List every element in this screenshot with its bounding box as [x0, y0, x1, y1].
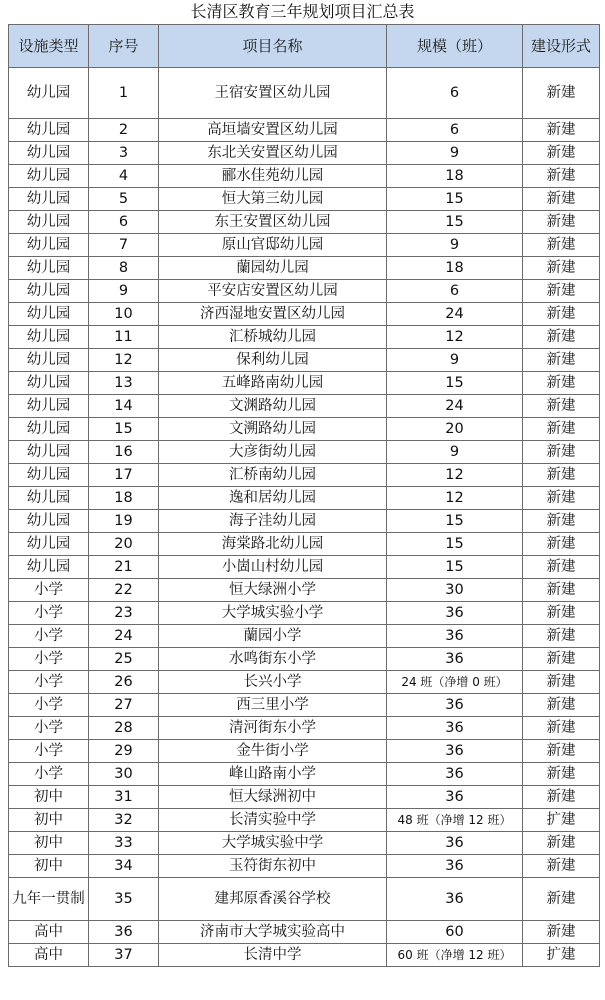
- cell-facility-type: 初中: [9, 786, 89, 809]
- cell-construction-form: 新建: [523, 556, 600, 579]
- cell-facility-type: 小学: [9, 763, 89, 786]
- cell-project-name: 金牛街小学: [159, 740, 387, 763]
- table-row: [9, 418, 600, 441]
- table-row: [9, 809, 600, 832]
- cell-project-name: 平安店安置区幼儿园: [159, 280, 387, 303]
- cell-scale: 9: [387, 234, 523, 257]
- cell-construction-form: 新建: [523, 648, 600, 671]
- cell-facility-type: 幼儿园: [9, 487, 89, 510]
- cell-construction-form: 新建: [523, 786, 600, 809]
- table-row: [9, 602, 600, 625]
- cell-construction-form: 新建: [523, 625, 600, 648]
- cell-index: 35: [89, 878, 159, 921]
- header-index: 序号: [89, 25, 159, 68]
- cell-project-name: 东北关安置区幼儿园: [159, 142, 387, 165]
- table-header-row: [9, 25, 600, 68]
- cell-facility-type: 幼儿园: [9, 165, 89, 188]
- cell-project-name: 济南市大学城实验高中: [159, 921, 387, 944]
- cell-project-name: 郦水佳苑幼儿园: [159, 165, 387, 188]
- cell-facility-type: 小学: [9, 694, 89, 717]
- cell-index: 28: [89, 717, 159, 740]
- cell-index: 20: [89, 533, 159, 556]
- cell-facility-type: 幼儿园: [9, 372, 89, 395]
- table-row: [9, 763, 600, 786]
- table-row: [9, 878, 600, 921]
- cell-index: 23: [89, 602, 159, 625]
- cell-project-name: 海棠路北幼儿园: [159, 533, 387, 556]
- cell-index: 2: [89, 119, 159, 142]
- cell-scale: 24 班（净增 0 班）: [387, 671, 523, 694]
- cell-project-name: 济西湿地安置区幼儿园: [159, 303, 387, 326]
- table-row: [9, 142, 600, 165]
- cell-index: 1: [89, 68, 159, 119]
- cell-scale: 15: [387, 372, 523, 395]
- cell-construction-form: 扩建: [523, 809, 600, 832]
- cell-index: 9: [89, 280, 159, 303]
- cell-index: 26: [89, 671, 159, 694]
- header-scale: 规模（班）: [387, 25, 523, 68]
- cell-facility-type: 幼儿园: [9, 395, 89, 418]
- cell-project-name: 玉符街东初中: [159, 855, 387, 878]
- cell-scale: 24: [387, 303, 523, 326]
- header-facility-type: 设施类型: [9, 25, 89, 68]
- cell-scale: 60 班（净增 12 班）: [387, 944, 523, 967]
- cell-index: 22: [89, 579, 159, 602]
- cell-facility-type: 小学: [9, 740, 89, 763]
- table-row: [9, 441, 600, 464]
- cell-scale: 6: [387, 280, 523, 303]
- cell-facility-type: 幼儿园: [9, 326, 89, 349]
- cell-project-name: 汇桥城幼儿园: [159, 326, 387, 349]
- cell-facility-type: 初中: [9, 855, 89, 878]
- cell-facility-type: 幼儿园: [9, 142, 89, 165]
- cell-scale: 9: [387, 441, 523, 464]
- cell-scale: 36: [387, 832, 523, 855]
- table-row: [9, 832, 600, 855]
- cell-scale: 12: [387, 326, 523, 349]
- cell-facility-type: 幼儿园: [9, 211, 89, 234]
- cell-construction-form: 新建: [523, 142, 600, 165]
- cell-facility-type: 幼儿园: [9, 188, 89, 211]
- cell-construction-form: 新建: [523, 763, 600, 786]
- cell-construction-form: 新建: [523, 878, 600, 921]
- cell-index: 8: [89, 257, 159, 280]
- cell-facility-type: 小学: [9, 602, 89, 625]
- cell-project-name: 恒大绿洲初中: [159, 786, 387, 809]
- table-title: 长清区教育三年规划项目汇总表: [190, 2, 415, 21]
- cell-scale: 15: [387, 556, 523, 579]
- cell-scale: 9: [387, 349, 523, 372]
- cell-index: 32: [89, 809, 159, 832]
- cell-scale: 24: [387, 395, 523, 418]
- cell-scale: 36: [387, 717, 523, 740]
- table-row: [9, 487, 600, 510]
- cell-project-name: 海子洼幼儿园: [159, 510, 387, 533]
- cell-index: 34: [89, 855, 159, 878]
- cell-scale: 36: [387, 625, 523, 648]
- cell-index: 27: [89, 694, 159, 717]
- cell-index: 21: [89, 556, 159, 579]
- cell-scale: 18: [387, 165, 523, 188]
- cell-scale: 36: [387, 763, 523, 786]
- cell-scale: 36: [387, 855, 523, 878]
- cell-scale: 15: [387, 533, 523, 556]
- cell-construction-form: 新建: [523, 326, 600, 349]
- table-row: [9, 280, 600, 303]
- cell-index: 7: [89, 234, 159, 257]
- header-project-name: 项目名称: [159, 25, 387, 68]
- table-row: [9, 372, 600, 395]
- header-construction-form: 建设形式: [523, 25, 600, 68]
- cell-facility-type: 小学: [9, 648, 89, 671]
- cell-facility-type: 幼儿园: [9, 441, 89, 464]
- table-row: [9, 625, 600, 648]
- cell-facility-type: 小学: [9, 625, 89, 648]
- cell-construction-form: 新建: [523, 441, 600, 464]
- cell-project-name: 五峰路南幼儿园: [159, 372, 387, 395]
- table-row: [9, 855, 600, 878]
- cell-project-name: 原山官邸幼儿园: [159, 234, 387, 257]
- cell-facility-type: 幼儿园: [9, 349, 89, 372]
- table-row: [9, 68, 600, 119]
- cell-facility-type: 九年一贯制: [9, 878, 89, 921]
- cell-construction-form: 新建: [523, 717, 600, 740]
- table-row: [9, 395, 600, 418]
- table-row: [9, 921, 600, 944]
- cell-project-name: 西三里小学: [159, 694, 387, 717]
- cell-project-name: 大彦街幼儿园: [159, 441, 387, 464]
- cell-scale: 36: [387, 878, 523, 921]
- cell-project-name: 长兴小学: [159, 671, 387, 694]
- cell-project-name: 汇桥南幼儿园: [159, 464, 387, 487]
- cell-scale: 30: [387, 579, 523, 602]
- cell-construction-form: 新建: [523, 487, 600, 510]
- cell-facility-type: 幼儿园: [9, 510, 89, 533]
- cell-project-name: 文溯路幼儿园: [159, 418, 387, 441]
- cell-scale: 12: [387, 464, 523, 487]
- table-row: [9, 648, 600, 671]
- cell-project-name: 长清实验中学: [159, 809, 387, 832]
- cell-construction-form: 新建: [523, 671, 600, 694]
- cell-project-name: 高垣墙安置区幼儿园: [159, 119, 387, 142]
- cell-scale: 15: [387, 510, 523, 533]
- table-row: [9, 188, 600, 211]
- cell-project-name: 水鸣街东小学: [159, 648, 387, 671]
- cell-scale: 15: [387, 211, 523, 234]
- cell-project-name: 蘭园小学: [159, 625, 387, 648]
- cell-scale: 9: [387, 142, 523, 165]
- cell-project-name: 大学城实验中学: [159, 832, 387, 855]
- cell-index: 25: [89, 648, 159, 671]
- cell-scale: 12: [387, 487, 523, 510]
- cell-project-name: 逸和居幼儿园: [159, 487, 387, 510]
- cell-construction-form: 新建: [523, 533, 600, 556]
- cell-scale: 18: [387, 257, 523, 280]
- cell-construction-form: 新建: [523, 579, 600, 602]
- cell-project-name: 峰山路南小学: [159, 763, 387, 786]
- cell-construction-form: 新建: [523, 418, 600, 441]
- table-row: [9, 740, 600, 763]
- cell-construction-form: 新建: [523, 855, 600, 878]
- table-row: [9, 119, 600, 142]
- cell-index: 16: [89, 441, 159, 464]
- cell-facility-type: 幼儿园: [9, 556, 89, 579]
- cell-project-name: 恒大绿洲小学: [159, 579, 387, 602]
- cell-index: 24: [89, 625, 159, 648]
- table-row: [9, 533, 600, 556]
- table-row: [9, 671, 600, 694]
- cell-index: 15: [89, 418, 159, 441]
- cell-facility-type: 初中: [9, 809, 89, 832]
- cell-construction-form: 新建: [523, 188, 600, 211]
- cell-index: 18: [89, 487, 159, 510]
- cell-scale: 36: [387, 694, 523, 717]
- cell-construction-form: 新建: [523, 510, 600, 533]
- table-row: [9, 326, 600, 349]
- cell-construction-form: 新建: [523, 349, 600, 372]
- cell-facility-type: 小学: [9, 717, 89, 740]
- cell-index: 19: [89, 510, 159, 533]
- cell-facility-type: 幼儿园: [9, 257, 89, 280]
- table-row: [9, 349, 600, 372]
- cell-index: 31: [89, 786, 159, 809]
- cell-index: 3: [89, 142, 159, 165]
- cell-construction-form: 新建: [523, 395, 600, 418]
- cell-index: 10: [89, 303, 159, 326]
- cell-facility-type: 幼儿园: [9, 533, 89, 556]
- cell-index: 12: [89, 349, 159, 372]
- cell-facility-type: 小学: [9, 671, 89, 694]
- cell-index: 13: [89, 372, 159, 395]
- cell-facility-type: 小学: [9, 579, 89, 602]
- table-row: [9, 556, 600, 579]
- project-summary-table: [8, 24, 600, 967]
- cell-project-name: 文渊路幼儿园: [159, 395, 387, 418]
- cell-scale: 36: [387, 648, 523, 671]
- cell-index: 36: [89, 921, 159, 944]
- cell-construction-form: 新建: [523, 372, 600, 395]
- cell-construction-form: 新建: [523, 303, 600, 326]
- cell-scale: 36: [387, 740, 523, 763]
- cell-facility-type: 高中: [9, 944, 89, 967]
- table-row: [9, 165, 600, 188]
- cell-project-name: 东王安置区幼儿园: [159, 211, 387, 234]
- cell-facility-type: 幼儿园: [9, 418, 89, 441]
- cell-project-name: 蘭园幼儿园: [159, 257, 387, 280]
- cell-project-name: 大学城实验小学: [159, 602, 387, 625]
- cell-construction-form: 新建: [523, 119, 600, 142]
- cell-scale: 36: [387, 602, 523, 625]
- cell-construction-form: 新建: [523, 211, 600, 234]
- cell-project-name: 建邦原香溪谷学校: [159, 878, 387, 921]
- cell-project-name: 长清中学: [159, 944, 387, 967]
- table-row: [9, 510, 600, 533]
- cell-facility-type: 幼儿园: [9, 303, 89, 326]
- cell-index: 5: [89, 188, 159, 211]
- cell-index: 37: [89, 944, 159, 967]
- cell-construction-form: 新建: [523, 740, 600, 763]
- table-row: [9, 579, 600, 602]
- cell-facility-type: 高中: [9, 921, 89, 944]
- table-row: [9, 944, 600, 967]
- cell-scale: 48 班（净增 12 班）: [387, 809, 523, 832]
- cell-scale: 60: [387, 921, 523, 944]
- table-row: [9, 717, 600, 740]
- cell-index: 4: [89, 165, 159, 188]
- cell-facility-type: 幼儿园: [9, 234, 89, 257]
- cell-facility-type: 幼儿园: [9, 68, 89, 119]
- cell-project-name: 清河街东小学: [159, 717, 387, 740]
- cell-scale: 6: [387, 119, 523, 142]
- cell-scale: 20: [387, 418, 523, 441]
- cell-facility-type: 幼儿园: [9, 280, 89, 303]
- cell-index: 17: [89, 464, 159, 487]
- table-row: [9, 234, 600, 257]
- cell-construction-form: 新建: [523, 602, 600, 625]
- cell-project-name: 恒大第三幼儿园: [159, 188, 387, 211]
- cell-project-name: 小崮山村幼儿园: [159, 556, 387, 579]
- cell-index: 29: [89, 740, 159, 763]
- cell-construction-form: 新建: [523, 832, 600, 855]
- cell-construction-form: 新建: [523, 921, 600, 944]
- table-row: [9, 257, 600, 280]
- cell-facility-type: 初中: [9, 832, 89, 855]
- table-row: [9, 464, 600, 487]
- cell-construction-form: 新建: [523, 280, 600, 303]
- cell-construction-form: 新建: [523, 694, 600, 717]
- cell-facility-type: 幼儿园: [9, 119, 89, 142]
- cell-construction-form: 新建: [523, 68, 600, 119]
- cell-construction-form: 新建: [523, 234, 600, 257]
- cell-construction-form: 新建: [523, 464, 600, 487]
- cell-project-name: 保利幼儿园: [159, 349, 387, 372]
- cell-project-name: 王宿安置区幼儿园: [159, 68, 387, 119]
- cell-facility-type: 幼儿园: [9, 464, 89, 487]
- cell-index: 6: [89, 211, 159, 234]
- cell-index: 14: [89, 395, 159, 418]
- cell-construction-form: 新建: [523, 165, 600, 188]
- cell-scale: 15: [387, 188, 523, 211]
- cell-construction-form: 扩建: [523, 944, 600, 967]
- cell-construction-form: 新建: [523, 257, 600, 280]
- table-row: [9, 211, 600, 234]
- cell-index: 33: [89, 832, 159, 855]
- cell-index: 30: [89, 763, 159, 786]
- cell-index: 11: [89, 326, 159, 349]
- cell-scale: 6: [387, 68, 523, 119]
- table-row: [9, 303, 600, 326]
- table-row: [9, 786, 600, 809]
- table-body: [9, 68, 600, 967]
- cell-scale: 36: [387, 786, 523, 809]
- table-row: [9, 694, 600, 717]
